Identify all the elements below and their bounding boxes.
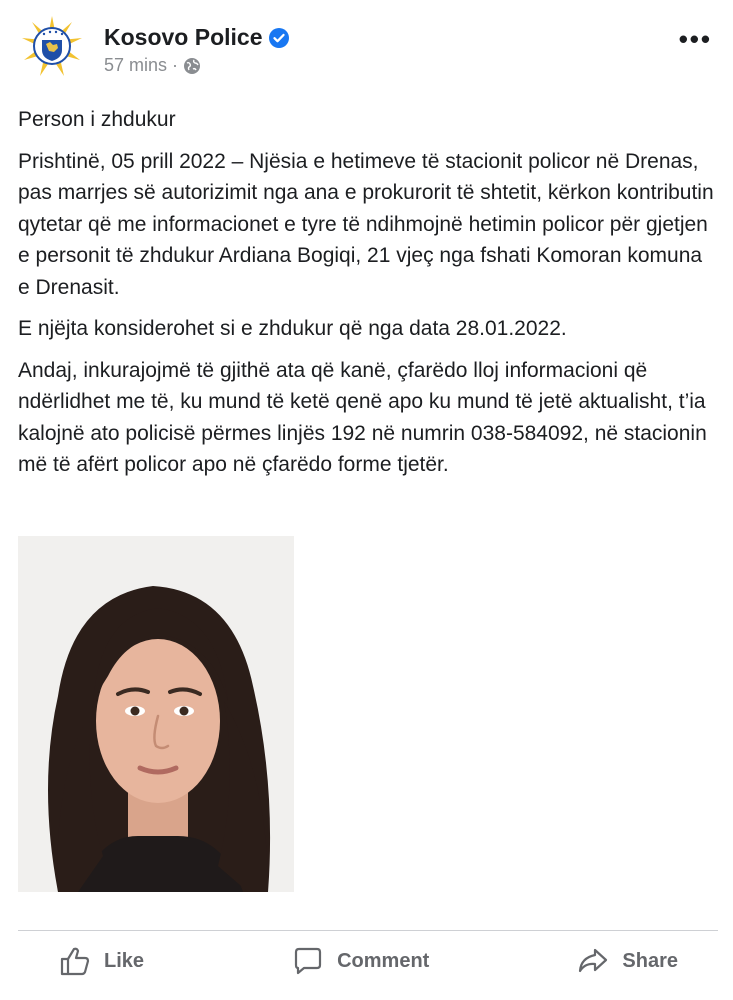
comment-label[interactable]: Comment [337,949,430,972]
globe-icon[interactable] [183,57,201,75]
post-text [18,104,718,491]
post-meta [104,55,201,76]
post-paragraph: E njëjta konsiderohet si e zhdukur që nga data 28.01.2022. [18,317,567,340]
page-name-text[interactable]: Kosovo Police [104,24,263,50]
post-actions-bar [18,938,718,984]
post-header [18,12,718,82]
actions-divider [18,930,718,931]
share-label[interactable]: Share [622,949,678,972]
verified-badge-icon [268,27,290,49]
page-name[interactable] [104,24,290,51]
post-paragraph: Person i zhdukur [18,108,176,131]
meta-separator: · [172,55,179,75]
share-button[interactable] [536,944,718,978]
post-time[interactable]: 57 mins [104,55,168,75]
post-paragraph: Prishtinë, 05 prill 2022 – Njësia e hetimeve të stacionit policor në Drenas, pas marrjes së autorizimit nga ana e prokurorit të shtetit, kërkon kontributin qytetar që me informacionet e tyre të ndihmojnë hetimin policor për gjetjen e personit të zhdukur Ardiana Bogiqi, 21 vjeç nga fshati Komoran komuna e Drenasit. [18,149,714,299]
thumbs-up-icon [58,944,92,978]
comment-icon [291,944,325,978]
post-photo[interactable] [18,536,294,892]
like-button[interactable] [18,944,184,978]
share-icon [576,944,610,978]
more-options-icon[interactable]: ••• [678,24,712,54]
comment-button[interactable] [251,944,469,978]
post-paragraph: Andaj, inkurajojmë të gjithë ata që kanë, çfarëdo lloj informacioni që ndërlidhet me të, ku mund të ketë qenë apo ku mund të jetë aktualisht, t’ia kalojnë ato policisë përmes linjës 192 në numrin 038-584092, në stacionin më të afërt policor apo në çfarëdo forme tjetër. [18,358,707,476]
kosovo-police-logo[interactable] [20,14,84,78]
person-portrait-image [18,536,294,892]
like-label[interactable]: Like [104,949,145,972]
